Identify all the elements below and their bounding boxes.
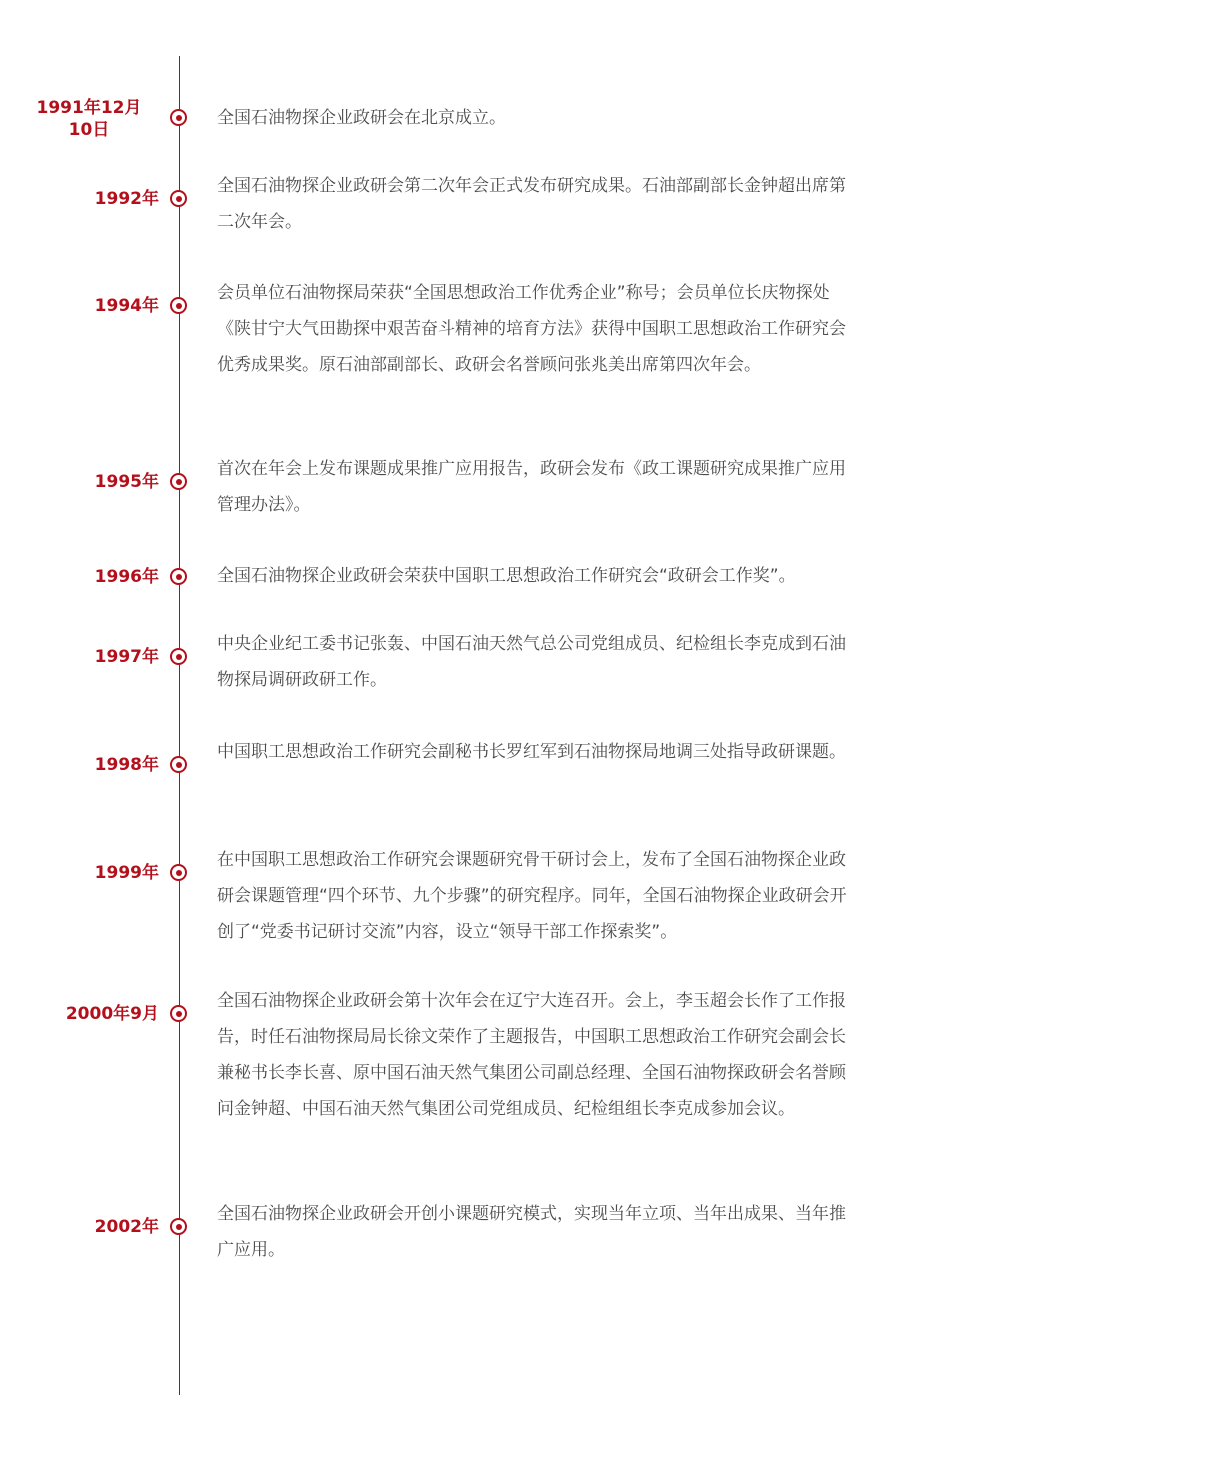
- timeline-date: 1994年: [94, 296, 159, 316]
- timeline-text: 首次在年会上发布课题成果推广应用报告，政研会发布《政工课题研究成果推广应用管理办法》。: [217, 459, 846, 515]
- timeline-dot-icon: [170, 648, 187, 665]
- timeline-dot-icon: [170, 1005, 187, 1022]
- timeline-date: 1995年: [94, 472, 159, 492]
- timeline-dot-icon: [170, 568, 187, 585]
- timeline-text: 会员单位石油物探局荣获“全国思想政治工作优秀企业”称号；会员单位长庆物探处《陕甘宁大气田勘探中艰苦奋斗精神的培育方法》获得中国职工思想政治工作研究会优秀成果奖。原石油部副部长、政研会名誉顾问张兆美出席第四次年会。: [217, 283, 846, 375]
- timeline-text: 中国职工思想政治工作研究会副秘书长罗红军到石油物探局地调三处指导政研课题。: [217, 742, 846, 762]
- timeline-line: [179, 56, 180, 1395]
- timeline-date: 1997年: [94, 647, 159, 667]
- timeline-dot-icon: [170, 190, 187, 207]
- timeline-text: 在中国职工思想政治工作研究会课题研究骨干研讨会上，发布了全国石油物探企业政研会课题管理“四个环节、九个步骤”的研究程序。同年，全国石油物探企业政研会开创了“党委书记研讨交流”内容，设立“领导干部工作探索奖”。: [217, 850, 847, 942]
- timeline-dot-icon: [170, 297, 187, 314]
- timeline-date: 1998年: [94, 755, 159, 775]
- timeline-date: 1999年: [94, 863, 159, 883]
- timeline-dot-icon: [170, 864, 187, 881]
- timeline-text: 全国石油物探企业政研会第二次年会正式发布研究成果。石油部副部长金钟超出席第二次年会。: [217, 176, 846, 232]
- timeline-dot-icon: [170, 109, 187, 126]
- timeline-text: 全国石油物探企业政研会在北京成立。: [217, 108, 506, 128]
- timeline-dot-icon: [170, 1218, 187, 1235]
- timeline-date: 1992年: [94, 189, 159, 209]
- timeline-dot-icon: [170, 756, 187, 773]
- timeline-text: 全国石油物探企业政研会开创小课题研究模式，实现当年立项、当年出成果、当年推广应用。: [217, 1204, 846, 1260]
- timeline-text: 全国石油物探企业政研会荣获中国职工思想政治工作研究会“政研会工作奖”。: [217, 566, 796, 586]
- timeline-text: 中央企业纪工委书记张轰、中国石油天然气总公司党组成员、纪检组长李克成到石油物探局调研政研工作。: [217, 634, 846, 690]
- timeline-text: 全国石油物探企业政研会第十次年会在辽宁大连召开。会上，李玉超会长作了工作报告，时任石油物探局局长徐文荣作了主题报告，中国职工思想政治工作研究会副会长兼秘书长李长喜、原中国石油天然气集团公司副总经理、全国石油物探政研会名誉顾问金钟超、中国石油天然气集团公司党组成员、纪检组组长李克成参加会议。: [217, 991, 846, 1119]
- timeline-date: 1996年: [94, 567, 159, 587]
- timeline-date: 2002年: [94, 1217, 159, 1237]
- timeline-date: 1991年12月 10日: [36, 98, 142, 140]
- timeline-date: 2000年9月: [65, 1004, 159, 1024]
- timeline-dot-icon: [170, 473, 187, 490]
